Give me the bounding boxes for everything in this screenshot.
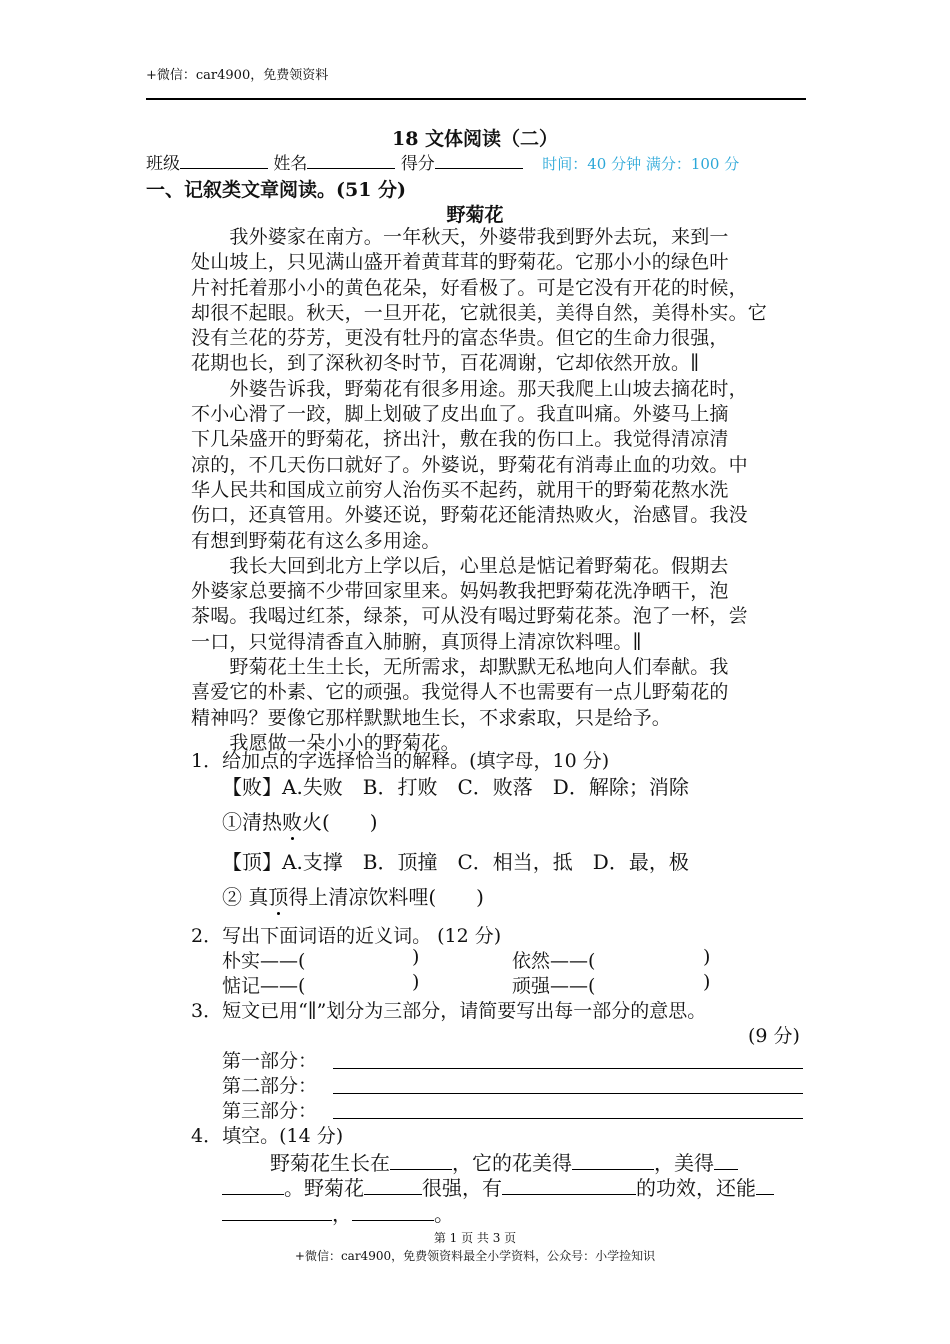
story-line: 我长大回到北方上学以后，心里总是惦记着野菊花。假期去	[191, 554, 729, 577]
q4-text: 。野菊花	[284, 1176, 364, 1200]
q4-blank[interactable]	[222, 1202, 332, 1221]
q4-text: 很强，有	[422, 1176, 502, 1200]
q1-item1	[222, 806, 378, 835]
story-line: 花期也长，到了深秋初冬时节，百花凋谢，它却依然开放。∥	[191, 352, 700, 375]
q3-points: (9 分)	[748, 1025, 800, 1047]
q3-stem: 3．短文已用“∥”划分为三部分，请简要写出每一部分的意思。	[191, 1000, 707, 1022]
story-line: 下几朵盛开的野菊花，挤出汁，敷在我的伤口上。我觉得清凉清	[191, 428, 729, 451]
story-line: 野菊花土生土长，无所需求，却默默无私地向人们奉献。我	[191, 656, 729, 679]
q4-line2	[222, 1172, 774, 1201]
q4-blank[interactable]	[352, 1202, 434, 1221]
q4-text: ，美得	[654, 1151, 714, 1175]
page-title: 18 文体阅读（二）	[391, 128, 559, 150]
q2-word-pushi: 朴实——(	[222, 950, 306, 972]
q2-close[interactable]: )	[703, 946, 711, 968]
q1-options-ding: 【顶】A.支撑 B．顶撞 C．相当，抵 D．最，极	[222, 850, 689, 874]
story-line: 凉的，不几天伤口就好了。外婆说，野菊花有消毒止血的功效。中	[191, 453, 748, 476]
q4-blank[interactable]	[572, 1151, 654, 1170]
class-blank[interactable]	[180, 153, 268, 169]
q2-word-yiran: 依然——(	[512, 950, 596, 972]
q4-blank[interactable]	[756, 1176, 774, 1195]
story-line: 我外婆家在南方。一年秋天，外婆带我到野外去玩，来到一	[191, 226, 729, 248]
class-label: 班级	[146, 154, 180, 174]
header-rule	[146, 98, 806, 100]
q2-close[interactable]: )	[412, 971, 420, 993]
q3-part3-answer-line[interactable]	[333, 1118, 803, 1119]
q2-close[interactable]: )	[703, 971, 711, 993]
section-heading: 一、记叙类文章阅读。(51 分)	[146, 179, 407, 201]
story-line: 不小心滑了一跤，脚上划破了皮出血了。我直叫痛。外婆马上摘	[191, 403, 729, 426]
q2-word-wanqiang: 顽强——(	[512, 975, 596, 997]
page-number: 第 1 页 共 3 页	[433, 1231, 517, 1245]
q2-close[interactable]: )	[412, 946, 420, 968]
header-note: +微信：car4900，免费领资料	[146, 68, 329, 83]
q4-blank[interactable]	[364, 1176, 422, 1195]
score-blank[interactable]	[435, 153, 523, 169]
q3-part1-label: 第一部分：	[222, 1050, 318, 1072]
q1-item2-suffix[interactable]: 得上清凉饮料哩( )	[288, 885, 484, 909]
q1-stem: 1．给加点的字选择恰当的解释。(填字母，10 分)	[191, 750, 610, 772]
q3-part2-answer-line[interactable]	[333, 1093, 803, 1094]
story-line: 却很不起眼。秋天，一旦开花，它就很美，美得自然，美得朴实。它	[191, 301, 768, 324]
story-line: 外婆家总要摘不少带回家里来。妈妈教我把野菊花洗净晒干，泡	[191, 580, 729, 603]
story-line: 处山坡上，只见满山盛开着黄茸茸的野菊花。它那小小的绿色叶	[191, 251, 729, 274]
story-title: 野菊花	[446, 204, 504, 226]
q4-blank[interactable]	[714, 1151, 738, 1170]
dotted-char-ding: 顶	[268, 885, 289, 909]
story-line: 喜爱它的朴素、它的顽强。我觉得人不也需要有一点儿野菊花的	[191, 681, 729, 704]
q3-part3-label: 第三部分：	[222, 1100, 318, 1122]
q4-text: 。	[434, 1202, 454, 1226]
q3-part1-answer-line[interactable]	[333, 1068, 803, 1069]
q2-word-dianji: 惦记——(	[222, 975, 306, 997]
story-line: 茶喝。我喝过红茶，绿茶，可从没有喝过野菊花茶。泡了一杯，尝	[191, 605, 748, 628]
story-line: 精神吗？要像它那样默默地生长，不求索取，只是给予。	[191, 706, 672, 729]
q4-text: 野菊花生长在	[270, 1151, 390, 1175]
q4-line3	[222, 1198, 454, 1227]
name-blank[interactable]	[307, 153, 395, 169]
q1-options-bai: 【败】A.失败 B．打败 C．败落 D．解除；消除	[222, 775, 689, 799]
story-line: 华人民共和国成立前穷人治伤买不起药，就用干的野菊花熬水洗	[191, 478, 729, 501]
story-line: 有想到野菊花有这么多用途。	[191, 529, 441, 552]
info-line	[146, 149, 739, 174]
story-body	[191, 225, 811, 756]
story-line: 我愿做一朵小小的野菊花。	[191, 731, 460, 754]
dotted-char-bai: 败	[282, 810, 302, 834]
q4-blank[interactable]	[222, 1176, 284, 1195]
story-line: 片衬托着那小小的黄色花朵，好看极了。可是它没有开花的时候，	[191, 276, 748, 299]
q4-text: ，	[332, 1202, 352, 1226]
story-line: 伤口，还真管用。外婆还说，野菊花还能清热败火，治感冒。我没	[191, 504, 748, 527]
story-line: 一口，只觉得清香直入肺腑，真顶得上清凉饮料哩。∥	[191, 630, 642, 653]
footer-note: +微信：car4900，免费领资料最全小学资料，公众号：小学捡知识	[294, 1249, 656, 1263]
q1-item2-prefix: ② 真	[222, 885, 269, 909]
q2-stem: 2．写出下面词语的近义词。 (12 分)	[191, 925, 502, 947]
name-label: 姓名	[273, 154, 308, 174]
q1-item1-prefix: ①清热	[222, 810, 282, 834]
q4-text: ，它的花美得	[452, 1151, 572, 1175]
story-line: 没有兰花的芬芳，更没有牡丹的富态华贵。但它的生命力很强，	[191, 327, 729, 350]
q1-item2	[222, 881, 484, 910]
q4-stem: 4．填空。(14 分)	[191, 1125, 344, 1147]
time-info: 时间：40 分钟 满分：100 分	[542, 155, 740, 173]
score-label: 得分	[400, 154, 435, 174]
story-line: 外婆告诉我，野菊花有很多用途。那天我爬上山坡去摘花时，	[191, 377, 748, 400]
q4-text: 的功效，还能	[636, 1176, 756, 1200]
q3-part2-label: 第二部分：	[222, 1075, 318, 1097]
q4-blank[interactable]	[502, 1176, 636, 1195]
q4-blank[interactable]	[390, 1151, 452, 1170]
q1-item1-suffix[interactable]: 火( )	[302, 810, 378, 834]
